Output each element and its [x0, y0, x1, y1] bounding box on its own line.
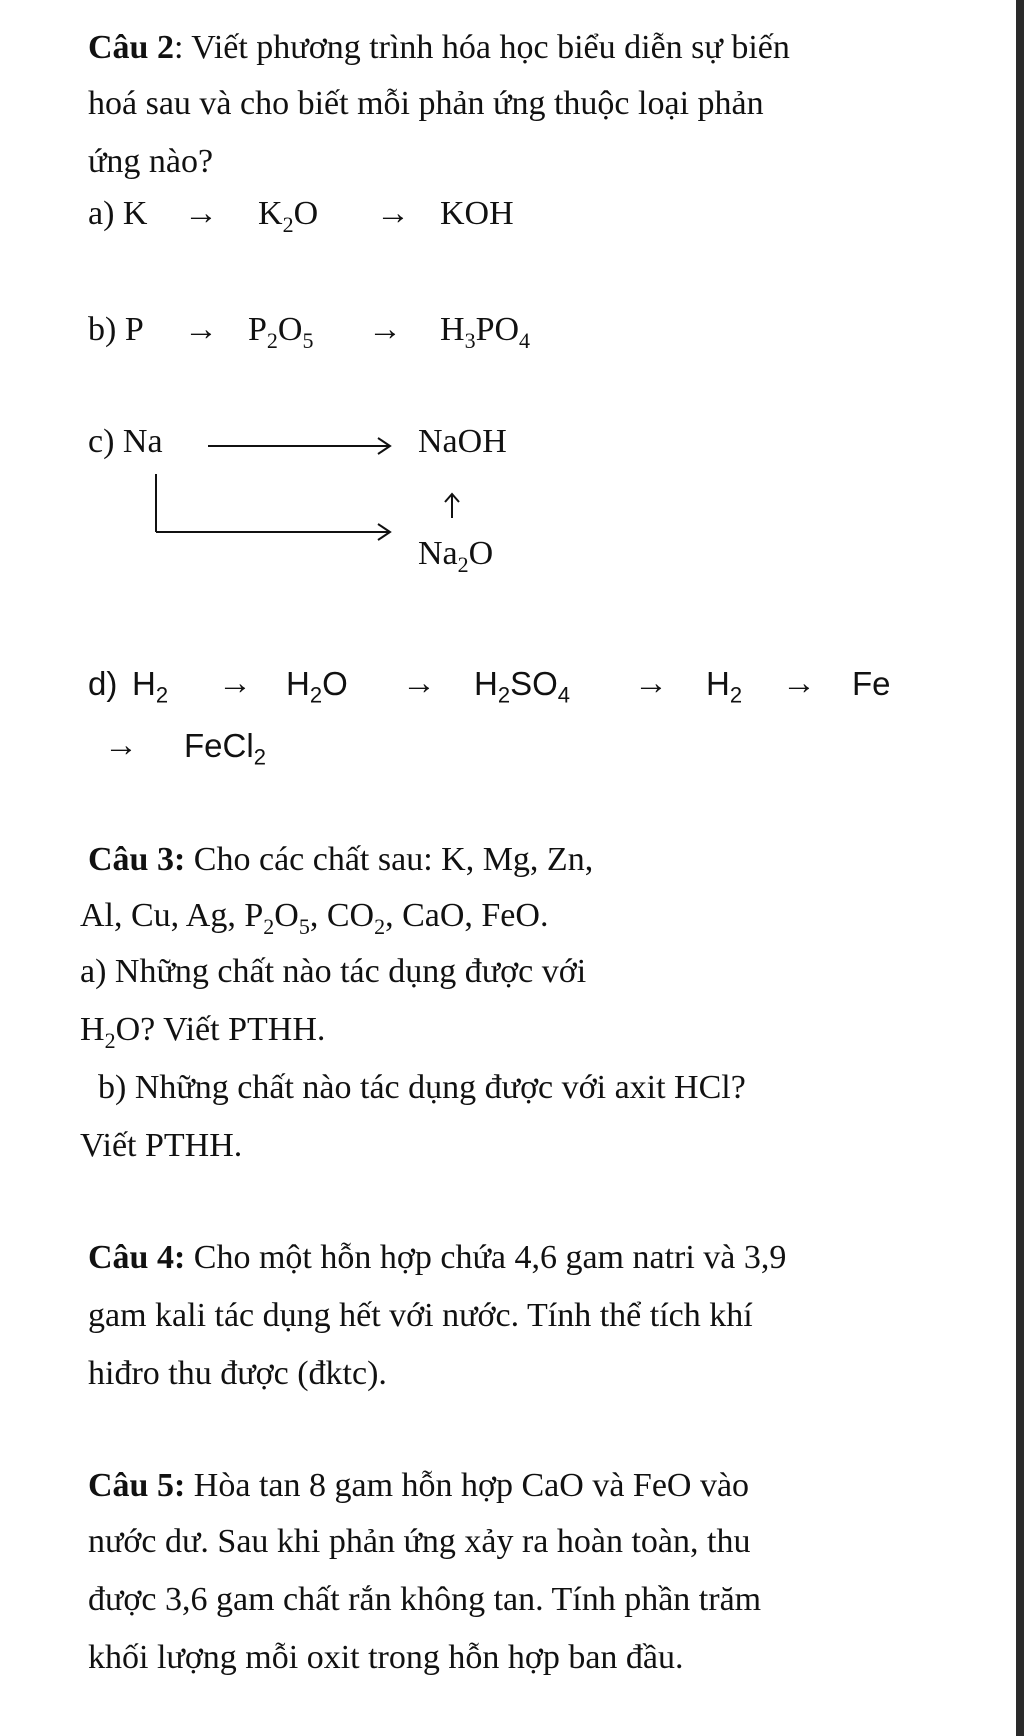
q2-chain-a: [88, 194, 548, 237]
q2d-fe: Fe: [852, 665, 891, 702]
q2-line-1: [88, 28, 790, 68]
q3-label: Câu 3:: [88, 841, 186, 878]
q3-line-5: b) Những chất nào tác dụng được với axit HCl?: [98, 1069, 746, 1106]
q4-line-2: gam kali tác dụng hết với nước. Tính thể tích khí: [88, 1297, 753, 1334]
q2c-na2o: $Na_2O$: [418, 535, 494, 577]
q2c-arrow-na-to-naoh: [208, 438, 390, 454]
q3-line-3: a) Những chất nào tác dụng được với: [80, 953, 587, 990]
q2a-koh: KOH: [440, 195, 514, 232]
q3-line-2: Al, Cu, Ag, $P_2O_5$, $CO_2$, CaO, FeO.: [80, 897, 549, 939]
q2-chain-d: [88, 664, 938, 708]
q2d-arrow-2: →: [402, 665, 436, 702]
q2a-label: a) K: [88, 195, 148, 232]
q2-label: Câu 2: [88, 29, 174, 66]
q2-chain-d-cont: [104, 726, 404, 770]
q2-line-2: hoá sau và cho biết mỗi phản ứng thuộc loại phản: [88, 85, 764, 122]
q2d-h2: $H_2$: [132, 665, 169, 708]
q2c-label: c) Na: [88, 423, 163, 460]
q2b-arrow-1: →: [184, 311, 218, 348]
q2b-p2o5: $P_2O_5$: [248, 311, 314, 353]
q2-text-1: : Viết phương trình hóa học biểu diễn sự biến: [173, 29, 790, 66]
q2c-arrow-na-to-na2o: [156, 474, 390, 540]
q5-line-2: nước dư. Sau khi phản ứng xảy ra hoàn toàn, thu: [88, 1523, 751, 1560]
q4-line-1: Câu 4: Cho một hỗn hợp chứa 4,6 gam natri và 3,9: [88, 1239, 787, 1276]
q2a-k2o: $K_2O$: [258, 195, 319, 237]
q2d-h2o: $H_2O$: [286, 665, 348, 708]
q2b-arrow-2: →: [368, 311, 402, 348]
q2a-arrow-1: →: [184, 195, 218, 232]
q2b-h3po4: $H_3PO_4$: [440, 311, 531, 353]
q4-label: Câu 4:: [88, 1239, 186, 1276]
q2c-arrow-na2o-to-naoh: [440, 490, 464, 522]
q2a-arrow-2: →: [376, 195, 410, 232]
q2d-arrow-4: →: [782, 665, 816, 702]
q2c-naoh: NaOH: [418, 423, 507, 460]
q2-chain-b: [88, 310, 588, 353]
screen-edge: [1016, 0, 1024, 1736]
q2-line-3: ứng nào?: [88, 143, 214, 180]
q4-line-3: hiđro thu được (đktc).: [88, 1355, 387, 1392]
q5-line-4: khối lượng mỗi oxit trong hỗn hợp ban đầu.: [88, 1639, 684, 1676]
q2b-label: b) P: [88, 311, 144, 348]
q3-line-6: Viết PTHH.: [80, 1127, 243, 1164]
q2d-fecl2: FeCl$_2$: [184, 727, 266, 770]
q2c-reaction-diagram: [148, 432, 408, 552]
q2d-label: d): [88, 665, 118, 702]
q5-label: Câu 5:: [88, 1467, 186, 1504]
q2d-h2-2: $H_2$: [706, 665, 743, 708]
q5-line-1: Câu 5: Hòa tan 8 gam hỗn hợp CaO và FeO vào: [88, 1467, 750, 1504]
q5-line-3: được 3,6 gam chất rắn không tan. Tính phần trăm: [88, 1581, 762, 1618]
q3-line-1: Câu 3: Cho các chất sau: K, Mg, Zn,: [88, 841, 594, 878]
q2d-arrow-1: →: [218, 665, 252, 702]
q2d-arrow-5: →: [104, 727, 138, 764]
q3-line-4: $H_2O$? Viết PTHH.: [80, 1011, 326, 1053]
q2d-h2so4: $H_2SO_4$: [474, 665, 571, 708]
q2d-arrow-3: →: [634, 665, 668, 702]
